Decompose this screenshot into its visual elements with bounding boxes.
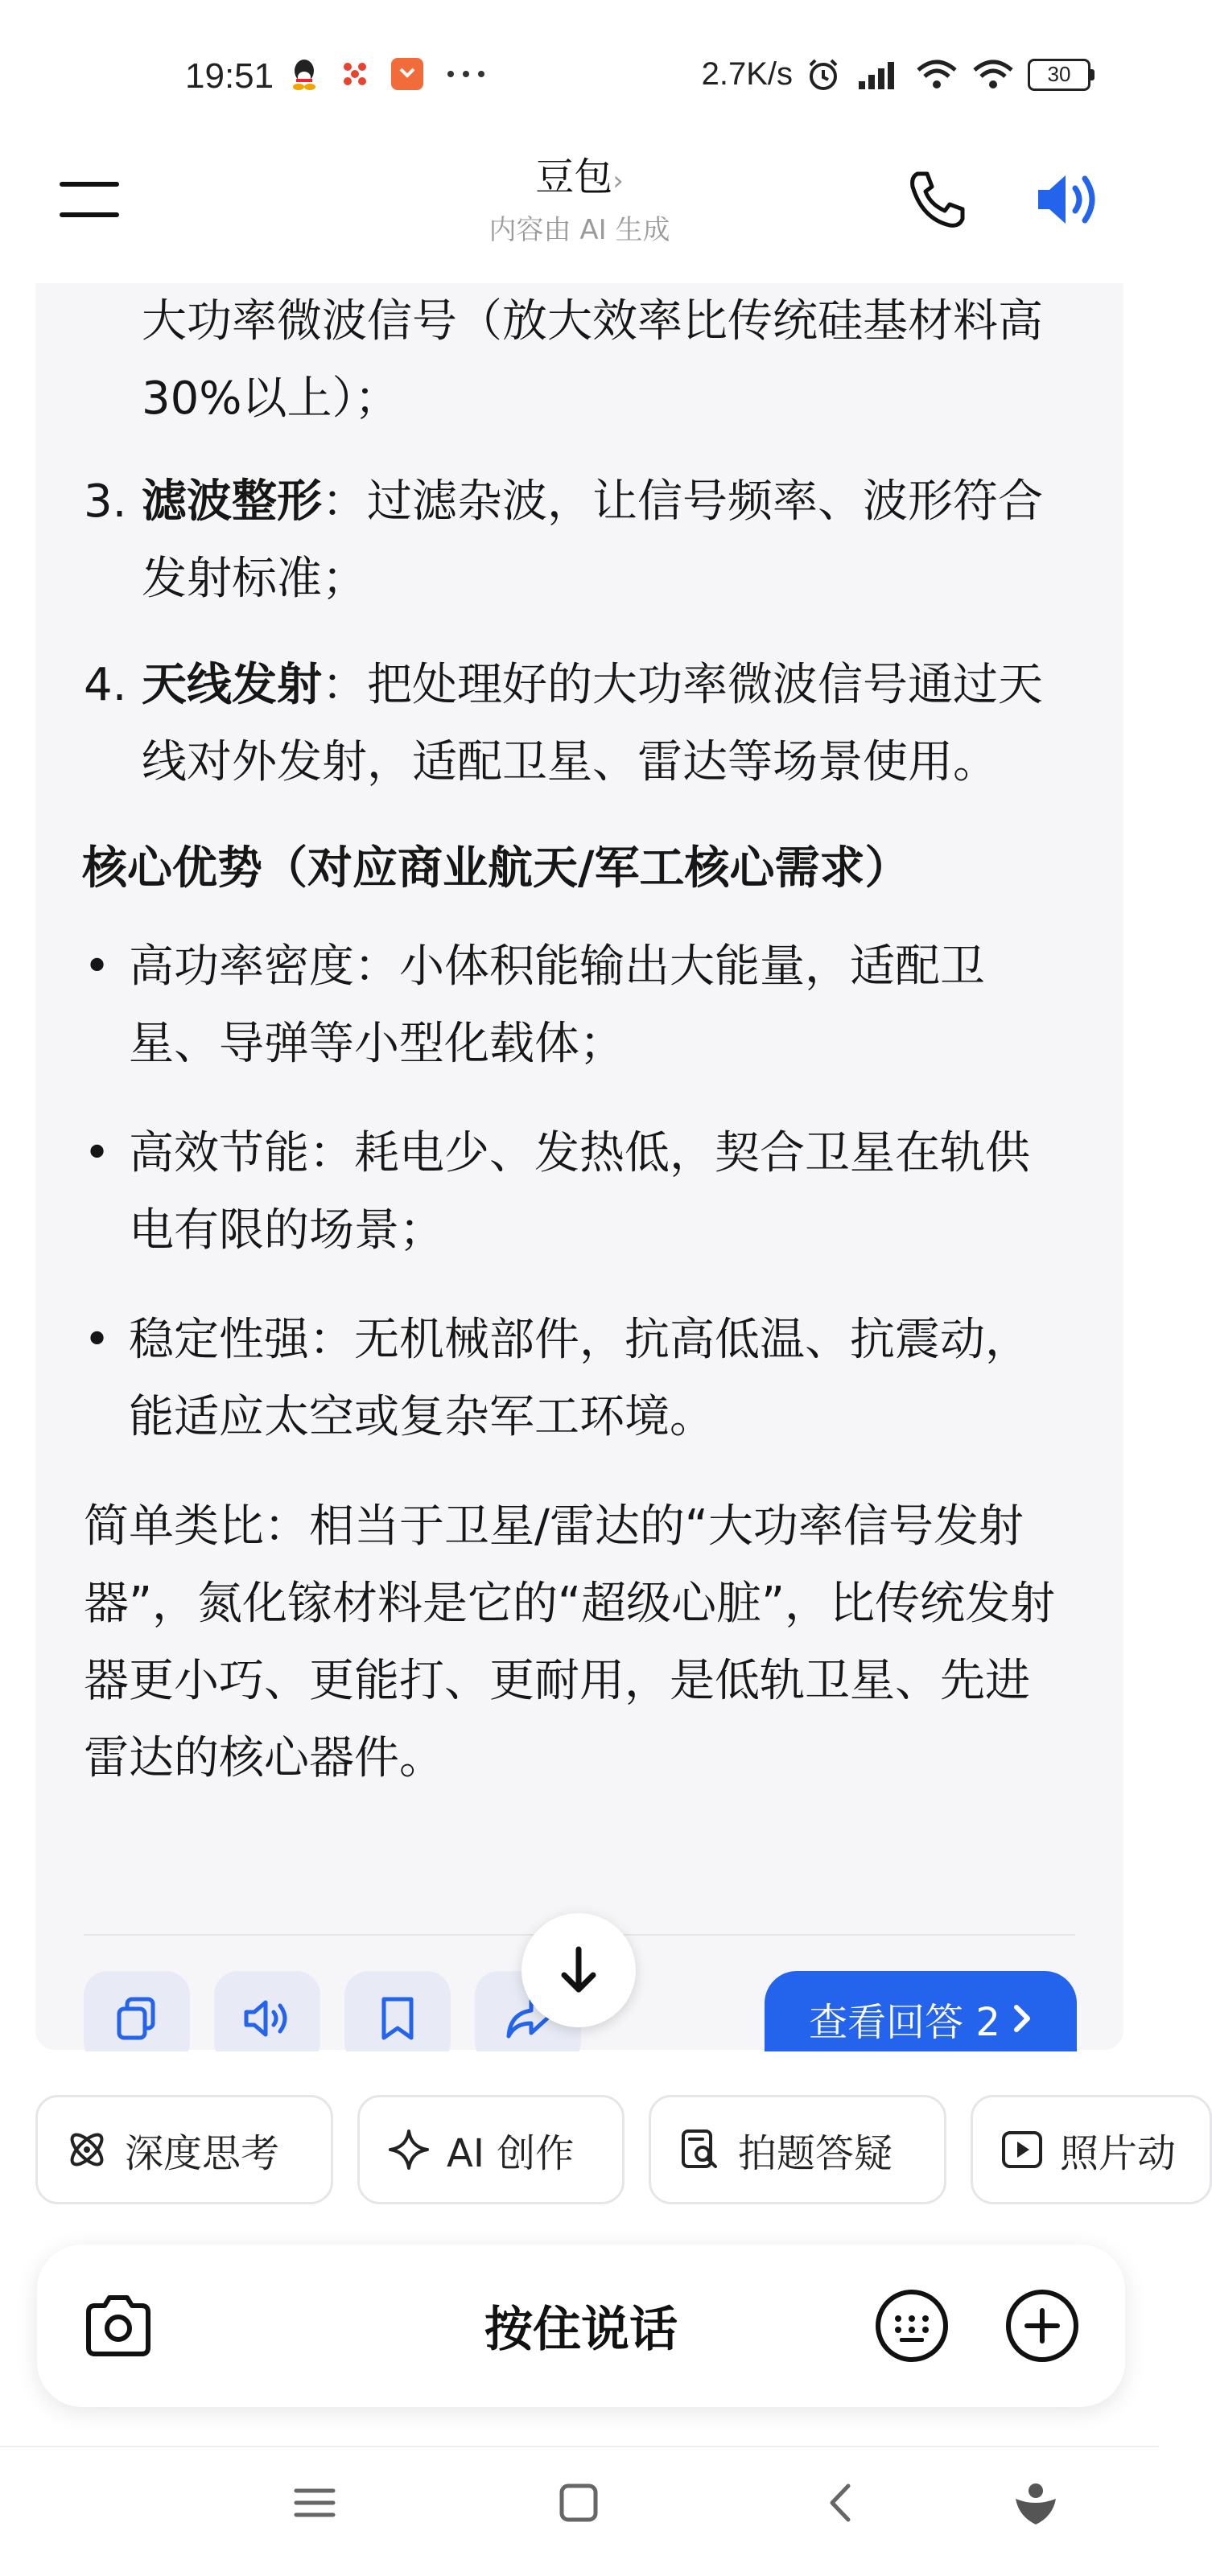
chip-label: 深度思考 [125, 2130, 280, 2176]
more-dots-icon [446, 69, 486, 79]
alarm-icon [806, 57, 841, 93]
qq-icon [290, 58, 319, 90]
advantage-text: 高效节能：耗电少、发热低，契合卫星在轨供电有限的场景； [129, 1127, 1030, 1257]
step-number: 4. [84, 659, 127, 711]
bot-name: 豆包 [535, 154, 613, 200]
play-icon [1000, 2128, 1044, 2171]
recent-apps-icon[interactable] [287, 2475, 343, 2531]
speaker-icon[interactable] [1033, 167, 1103, 232]
status-bar [0, 0, 1159, 145]
copy-icon [113, 1994, 161, 2043]
status-right [702, 56, 1095, 93]
step-number: 3. [84, 475, 127, 528]
answer-content [84, 283, 1074, 1797]
bullet: • [84, 1314, 111, 1366]
advantage-item [84, 1302, 1074, 1456]
quick-actions [0, 2051, 1177, 2204]
atom-icon [65, 2128, 109, 2171]
keyboard-icon[interactable] [874, 2288, 950, 2364]
bullet: • [84, 940, 111, 993]
chip-photo-qa[interactable] [649, 2095, 946, 2204]
chat-title[interactable] [418, 151, 740, 250]
wifi-secondary-icon [971, 59, 1015, 91]
chip-photo-animate[interactable] [971, 2095, 1212, 2204]
step-3 [84, 463, 1074, 618]
signal-icon [854, 59, 902, 91]
hold-to-talk-button[interactable]: 按住说话 [484, 2302, 678, 2358]
back-icon[interactable] [813, 2475, 869, 2531]
step-title: 天线发射 [142, 659, 322, 711]
net-speed: 2.7K/s [701, 56, 793, 92]
home-icon[interactable] [550, 2475, 607, 2531]
plus-icon[interactable] [1004, 2288, 1080, 2364]
step-text: ：把处理好的大功率微波信号通过天线对外发射，适配卫星、雷达等场景使用。 [142, 659, 1043, 788]
phone-icon[interactable] [906, 169, 967, 230]
continued-text: 大功率微波信号（放大效率比传统硅基材料高30%以上）； [142, 295, 1043, 425]
chip-label: 照片动 [1060, 2130, 1177, 2176]
wifi-icon [915, 59, 958, 91]
scroll-to-bottom-button[interactable] [521, 1913, 636, 2027]
arrow-down-icon [556, 1944, 601, 1996]
battery-level: 30 [1028, 59, 1090, 91]
advantage-item [84, 928, 1074, 1083]
search-doc-icon [678, 2128, 722, 2171]
chevron-right-icon: › [612, 165, 624, 197]
menu-icon[interactable] [60, 177, 121, 225]
sparkle-icon [387, 2128, 431, 2171]
chip-label: AI 创作 [447, 2130, 575, 2176]
assistant-icon[interactable] [1008, 2475, 1064, 2531]
step-title: 滤波整形 [142, 475, 322, 528]
analogy-paragraph: 简单类比：相当于卫星/雷达的“大功率信号发射器”，氮化镓材料是它的“超级心脏”，比传统发射器更小巧、更能打、更耐用，是低轨卫星、先进雷达的核心器件。 [84, 1500, 1056, 1784]
advantage-text: 高功率密度：小体积能输出大能量，适配卫星、导弹等小型化载体； [129, 940, 985, 1070]
advantages-heading: 核心优势（对应商业航天/军工核心需求） [82, 842, 910, 895]
advantage-text: 稳定性强：无机械部件，抗高低温、抗震动，能适应太空或复杂军工环境。 [129, 1314, 1030, 1443]
chip-label: 拍题答疑 [738, 2130, 893, 2176]
chip-deep-think[interactable] [35, 2095, 333, 2204]
camera-icon[interactable] [82, 2290, 155, 2362]
step-text: ：过滤杂波，让信号频率、波形符合发射标准； [142, 475, 1043, 605]
battery-icon [1028, 59, 1095, 91]
notification-icons [290, 58, 486, 90]
app-x-icon [341, 60, 369, 88]
input-bar [37, 2245, 1125, 2407]
advantage-item [84, 1115, 1074, 1269]
status-time: 19:51 [185, 56, 274, 96]
step-4 [84, 647, 1074, 801]
chip-ai-create[interactable] [357, 2095, 625, 2204]
app-square-icon [391, 58, 423, 90]
speaker-outline-icon [241, 1994, 293, 2043]
ai-disclaimer: 内容由 AI 生成 [489, 214, 670, 246]
bullet: • [84, 1127, 111, 1179]
bookmark-icon [377, 1994, 418, 2043]
view-answer-label: 查看回答 2 [809, 1999, 1000, 2045]
chevron-right-icon [1012, 2002, 1033, 2035]
